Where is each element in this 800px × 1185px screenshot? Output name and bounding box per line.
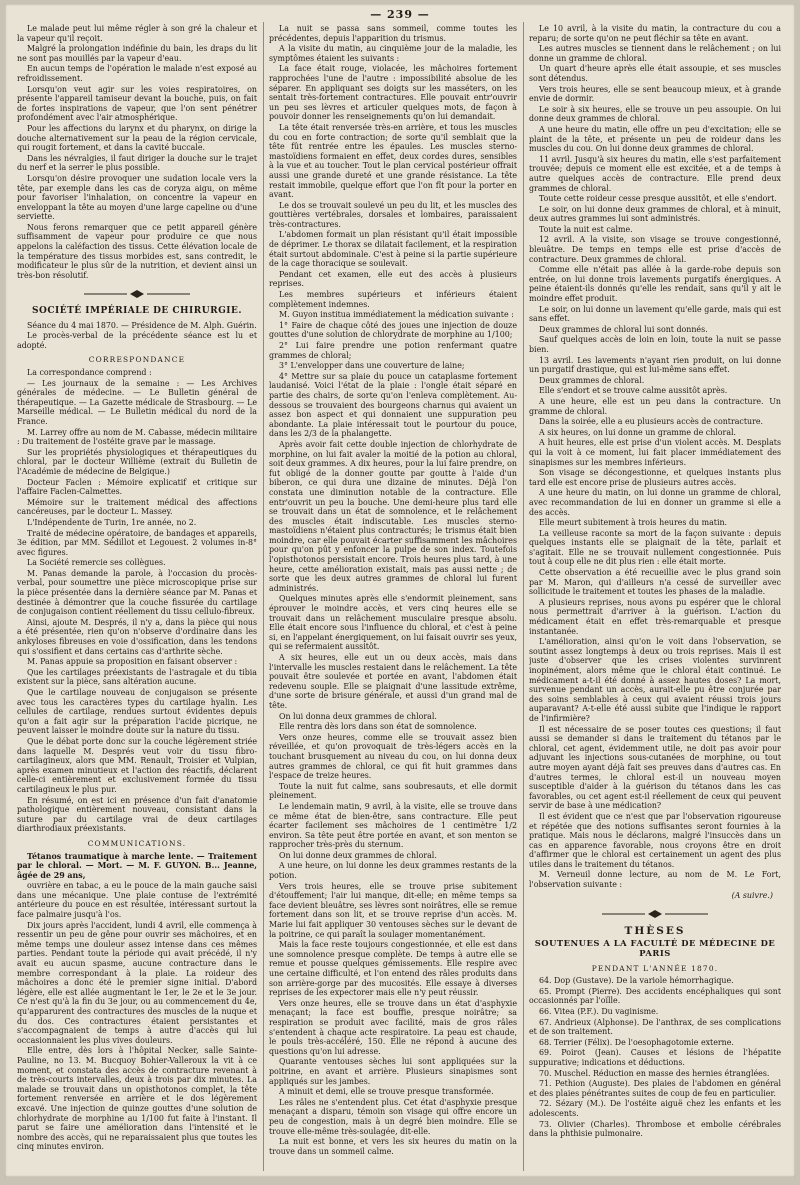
paragraph: Nous ferons remarquer que ce petit appareil génère suffisamment de vapeur pour produire ce que nous appelons la caléfaction des tissus. Cette élévation locale de la température des tissus morbides est, sans contredit, le modificateur le plus sûr de la nutrition, et devient ainsi un très-bon résolutif. bbox=[17, 222, 257, 280]
paragraph: Il est nécessaire de se poser toutes ces questions; il faut aussi se demander si dans le traitement du tétanos par le chloral, cet agent, évidemment utile, ne doit pas avoir pour adjuvant les injections sous-cutanées de morphine, ou tout autre moyen ayant déjà fait ses preuves dans d'autres cas. En d'autres termes, le chloral est-il un nouveau moyen susceptible d'aider à la guérison du tétanos dans les cas favorables, ou cet agent est-il réellement de ceux qui peuvent servir de base à une médication? bbox=[529, 724, 781, 811]
paragraph: Toute cette roideur cesse presque aussitôt, et elle s'endort. bbox=[539, 194, 777, 204]
paragraph: Elle s'endort et se trouve calme aussitôt après. bbox=[539, 386, 728, 396]
correspondence-heading: CORRESPONDANCE bbox=[88, 355, 186, 365]
paragraph: Le lendemain matin, 9 avril, à la visite, elle se trouve dans ce même état de bien-être, sans contracture. Elle peut écarter facilement ses mâchoires de 1 centimètre 1/2 environ. Sa tête peut être portée en avant, et son menton se rapprocher très-près du sternum. bbox=[269, 801, 517, 850]
paragraph: Quarante ventouses sèches lui sont appliquées sur la poitrine, en avant et arrière. Plusieurs sinapismes sont appliqués sur les jambes. bbox=[269, 1057, 517, 1086]
paragraph: Dans la soirée, elle a eu plusieurs accès de contracture. bbox=[539, 417, 764, 427]
paragraph: Pendant cet examen, elle eut des accès à plusieurs reprises. bbox=[269, 269, 517, 289]
paragraph: A minuit et demi, elle se trouve presque transformée. bbox=[279, 1087, 494, 1097]
column-middle-paragraphs bbox=[269, 24, 517, 1156]
paragraph: Vers trois heures, elle se sent beaucoup mieux, et à grande envie de dormir. bbox=[529, 84, 781, 104]
thesis-entry: 72. Sézary (M.). De l'ostéite aiguë chez les enfants et les adolescents. bbox=[529, 1099, 781, 1118]
paragraph: Ainsi, ajoute M. Després, il n'y a, dans la pièce qui nous a été présentée, rien qu'on n'observe d'ordinaire dans les ankyloses fibreuses en voie d'ossification, dans les tendons qui s'ossifient et dans certains cas d'arthrite sèche. bbox=[17, 617, 257, 656]
paragraph: Les membres supérieurs et inférieurs étaient complètement indemnes. bbox=[269, 290, 517, 309]
paragraph: 12 avril. A la visite, son visage se trouve congestionné, bleuâtre. De temps en temps elle est prise d'accès de contracture. Deux grammes de chloral. bbox=[529, 235, 781, 264]
paragraph: A plusieurs reprises, nous avons pu espérer que le chloral nous permettrait d'arriver à la guérison. L'action du médicament était en effet très-remarquable et presque instantanée. bbox=[529, 597, 781, 636]
paragraph: Malgré la prolongation indéfinie du bain, les draps du lit ne sont pas mouillés par la vapeur d'eau. bbox=[17, 44, 257, 63]
correspondence-paragraphs bbox=[17, 368, 257, 834]
thesis-entry: 67. Andrieux (Alphonse). De l'anthrax, de ses complications et de son traitement. bbox=[529, 1017, 781, 1037]
paragraph: En résumé, on est ici en présence d'un fait d'anatomie pathologique entièrement nouveau, consistant dans la suture par du cartilage vrai de deux cartilages diarthrodiaux préexistants. bbox=[17, 795, 257, 834]
paragraph: Vers trois heures, elle se trouve prise subitement d'étouffement; l'air lui manque, dit-elle; en même temps sa face devient bleuâtre, ses lèvres sont noirâtres, elle se remue fortement dans son lit, et se trouve reprise d'un accès. M. Marie lui fait appliquer 30 ventouses sèches sur le devant de la poitrine, ce qui paraît la soulager momentanément. bbox=[269, 881, 517, 939]
paragraph: Deux grammes de chloral. bbox=[539, 375, 645, 385]
column-left-top-paragraphs bbox=[17, 24, 257, 280]
paragraph: Son visage se décongestionne, et quelques instants plus tard elle est encore prise de plusieurs autres accès. bbox=[529, 468, 781, 487]
paragraph: La face était rouge, violacée, les mâchoires fortement rapprochées l'une de l'autre : impossibilité absolue de les séparer. En appliquant ses doigts sur les masséters, on les sentait très-fortement contractures. Elle pouvait entr'ouvrir un peu ses lèvres et articuler quelques mots, de façon à pouvoir donner les renseignements qu'on lui demandait. bbox=[269, 64, 517, 122]
paragraph: Dans les névralgies, il faut diriger la douche sur le trajet du nerf et la serrer le plus possible. bbox=[17, 153, 257, 173]
paragraph: Il est évident que ce n'est que par l'observation rigoureuse et répétée que des notions suffisantes seront fournies à la pratique. Mais nous le déclarons, malgré l'insuccès dans un cas en apparence favorable, nous croyons être en droit d'affirmer que le chloral est certainement un agent des plus utiles dans le traitement du tétanos. bbox=[529, 811, 781, 869]
paragraph: A une heure, elle est un peu dans la contracture. Un gramme de chloral. bbox=[529, 396, 781, 416]
paragraph: Le soir à six heures, elle se trouve un peu assoupie. On lui donne deux grammes de chloral. bbox=[529, 104, 781, 124]
paragraph: M. Verneuil donne lecture, au nom de M. Le Fort, l'observation suivante : bbox=[529, 870, 781, 890]
paragraph: Un quart d'heure après elle était assoupie, et ses muscles sont détendus. bbox=[529, 64, 781, 83]
ornament-divider bbox=[529, 910, 781, 921]
paragraph: Mais la face reste toujours congestionnée, et elle est dans une somnolence presque complète. De temps à autre elle se remue et pousse quelques gémissements. Elle respire avec une certaine difficulté, et l'on entend des râles produits dans son arrière-gorge par des mucosités. Elle essaye à diverses reprises de les expectorer mais elle n'y peut réussir. bbox=[269, 940, 517, 998]
thesis-entry: 71. Pethion (Auguste). Des plaies de l'abdomen en général et des plaies pénétrantes suites de coup de feu en particulier. bbox=[529, 1079, 781, 1098]
paragraph: Sauf quelques accès de loin en loin, toute la nuit se passe bien. bbox=[529, 335, 781, 354]
paragraph: Cette observation a été recueillie avec le plus grand soin par M. Maron, qui d'ailleurs n'a cessé de surveiller avec sollicitude le traitement et toutes les phases de la maladie. bbox=[529, 568, 781, 597]
thesis-entry: 64. Dop (Gustave). De la variole hémorrhagique. bbox=[539, 976, 734, 986]
paragraph: Dix jours après l'accident, lundi 4 avril, elle commença à ressentir un peu de gêne pour ouvrir ses mâchoires, et en même temps une douleur assez intense dans ces mêmes parties. Pendant toute la période qui avait précédé, il n'y avait eu aucun spasme, aucune contracture dans le membre correspondant à la plaie. La roideur des mâchoires a donc été le premier signe initial. D'abord légère, elle est allée augmentant le 1er, le 2e et le 3e jour. Ce n'est qu'à la fin du 3e jour, ou au commencement du 4e, qu'apparurent des contractures des muscles de la nuque et du dos. Ces contractures étaient persistantes et s'accompagnaient de temps à autre d'accès qui lui occasionnaient les plus vives douleurs. bbox=[17, 920, 257, 1045]
paragraph: M. Guyon institua immédiatement la médication suivante : bbox=[279, 310, 514, 320]
paragraph: On lui donne deux grammes de chloral. bbox=[279, 850, 437, 860]
paragraph: Que le débat porte donc sur la couche légèrement striée dans laquelle M. Després veut voir du tissu fibro-cartilagineux, alors que MM. Renault, Troisier et Vulpian, après examen minutieux et l'action des réactifs, déclarent celle-ci entièrement et exclusivement formée du tissu cartilagineux le plus pur. bbox=[17, 736, 257, 794]
paragraph: 11 avril. Jusqu'à six heures du matin, elle s'est parfaitement trouvée; depuis ce moment elle est excitée, et a de temps à autre quelques accès de contracture. Elle prend deux grammes de chloral. bbox=[529, 154, 781, 193]
paragraph: Comme elle n'était pas allée à la garde-robe depuis son entrée, on lui donne trois lavements purgatifs énergiques. A peine étaient-ils donnés qu'elle les rendait, sans qu'il y ait le moindre effet produit. bbox=[529, 265, 781, 304]
communication-title: Tétanos traumatique à marche lente. — Traitement par le chloral. — Mort. — M. F. GUYON. B... Jeanne, âgée de 29 ans, bbox=[17, 851, 257, 880]
minutes-line: Le procès-verbal de la précédente séance est lu et adopté. bbox=[17, 331, 257, 350]
ornament-divider bbox=[17, 290, 257, 301]
paragraph: — Les journaux de la semaine : — Les Archives générales de médecine. — Le Bulletin général de thérapeutique. — La Gazette médicale de Strasbourg. — Le Marseille médical. — Le Bulletin médical du nord de la France. bbox=[17, 378, 257, 426]
paragraph: Deux grammes de chloral lui sont donnés. bbox=[539, 324, 708, 334]
ornament-icon bbox=[82, 290, 192, 298]
paragraph: 2° Lui faire prendre une potion renfermant quatre grammes de chloral; bbox=[269, 341, 517, 360]
paragraph: On lui donna deux grammes de chloral. bbox=[279, 711, 437, 721]
to-follow-note: (A suivre.) bbox=[731, 890, 773, 900]
paragraph: La veilleuse raconte sa mort de la façon suivante : depuis quelques instants elle se plaignait de la tête, parlait et s'agitait. Elle ne se trouvait nullement congestionnée. Puis tout à coup elle ne dit plus rien : elle était morte. bbox=[529, 528, 781, 567]
communication-paragraphs bbox=[17, 881, 257, 1152]
paragraph: M. Larrey offre au nom de M. Cabasse, médecin militaire : Du traitement de l'ostéite grave par le massage. bbox=[17, 427, 257, 447]
paragraph: Elle rentra dès lors dans son état de somnolence. bbox=[279, 722, 477, 732]
paragraph: Quelques minutes après elle s'endormit pleinement, sans éprouver le moindre accès, et vers cinq heures elle se trouvait dans un relâchement musculaire presque absolu. Elle était encore sous l'influence du chloral, et c'est à peine si, en l'appelant énergiquement, on lui faisait ouvrir ses yeux, qui se refermaient aussitôt. bbox=[269, 594, 517, 652]
page-number: — 239 — bbox=[370, 8, 430, 21]
paragraph: Lorsqu'on veut agir sur les voies respiratoires, on présente l'appareil tamiseur devant la bouche, puis, on fait de fortes inspirations de vapeur, que l'on sent pénétrer profondément avec l'air atmosphérique. bbox=[17, 84, 257, 123]
paragraph: Que les cartilages préexistants de l'astragale et du tibia existent sur la pièce, sans altération aucune. bbox=[17, 667, 257, 687]
theses-list bbox=[529, 976, 781, 1139]
paragraph: L'abdomen formait un plan résistant qu'il était impossible de déprimer. Le thorax se dilatait facilement, et la respiration était surtout abdominale. C'est à peine si la partie supérieure de la cage thoracique se soulevait. bbox=[269, 230, 517, 269]
column-divider bbox=[263, 22, 264, 1171]
paragraph: A une heure, on lui donne les deux grammes restants de la potion. bbox=[269, 861, 517, 881]
paragraph: Le soir, on lui donne un lavement qu'elle garde, mais qui est sans effet. bbox=[529, 304, 781, 324]
paragraph: A six heures, on lui donne un gramme de chloral. bbox=[539, 427, 737, 437]
paragraph: ouvrière en tabac, a eu le pouce de la main gauche saisi dans une mécanique. Une plaie contuse de l'extrémité antérieure du pouce en est résultée, intéressant surtout la face palmaire jusqu'à l'os. bbox=[17, 881, 257, 920]
paragraph: L'Indépendente de Turin, 1re année, no 2. bbox=[27, 517, 197, 527]
theses-subtitle: SOUTENUES A LA FACULTÉ DE MÉDECINE DE PARIS bbox=[534, 938, 776, 959]
society-title: SOCIÉTÉ IMPÉRIALE DE CHIRURGIE. bbox=[32, 306, 242, 317]
paragraph: A six heures, elle eut un ou deux accès, mais dans l'intervalle les muscles restaient dans le relâchement. La tête pouvait être soulevée et portée en avant, l'abdomen était redevenu souple. Elle se plaignait d'une lassitude extrême, d'une sorte de brisure générale, et aussi d'un grand mal de tête. bbox=[269, 653, 517, 710]
paragraph: Traité de médecine opératoire, de bandages et appareils, 3e édition, par MM. Sédillot et Legouest. 2 volumes in-8° avec figures. bbox=[17, 528, 257, 557]
column-left bbox=[17, 24, 257, 1171]
paragraph: La correspondance comprend : bbox=[27, 368, 152, 377]
paragraph: Toute la nuit est calme. bbox=[539, 224, 633, 234]
column-right-paragraphs bbox=[529, 24, 781, 890]
paragraph: La nuit est bonne, et vers les six heures du matin on la trouve dans un sommeil calme. bbox=[269, 1137, 517, 1156]
column-right bbox=[529, 24, 781, 1171]
ornament-icon bbox=[600, 910, 710, 918]
theses-period: PENDANT L'ANNÉE 1870. bbox=[591, 963, 719, 973]
paragraph: Lorsqu'on désire provoquer une sudation locale vers la tête, par exemple dans les cas de coryza aigu, on même pour favoriser l'inhalation, on concentre la vapeur en enveloppant la tête au moyen d'une large capeline ou d'une serviette. bbox=[17, 173, 257, 222]
paragraph: L'amélioration, ainsi qu'on le voit dans l'observation, se soutint assez longtemps à deux ou trois reprises. Mais il est juste d'observer que les crises violentes survinrent inopinément, alors même que le chloral était continué. Le médicament a-t-il été donné à assez hautes doses? La mort, survenue pendant un accès, aurait-elle pu être conjurée par des soins semblables à ceux qui avaient réussi trois jours auparavant? A-t-elle été aussi subite que l'indique le rapport de l'infirmière? bbox=[529, 637, 781, 723]
paragraph: 13 avril. Les lavements n'ayant rien produit, on lui donne un purgatif drastique, qui est lui-même sans effet. bbox=[529, 355, 781, 375]
paragraph: Sur les propriétés physiologiques et thérapeutiques du chloral, par le docteur Willième (extrait du Bulletin de l'Académie de médecine de Belgique.) bbox=[17, 447, 257, 476]
newspaper-page bbox=[5, 4, 795, 1177]
paragraph: Le soir, on lui donne deux grammes de chloral, et à minuit, deux autres grammes lui sont administrés. bbox=[529, 204, 781, 224]
thesis-entry: 68. Terrier (Félix). De l'oesophagotomie externe. bbox=[539, 1037, 734, 1047]
paragraph: Mémoire sur le traitement médical des affections cancéreuses, par le docteur L. Massey. bbox=[17, 497, 257, 517]
thesis-entry: 69. Poirot (Jean). Causes et lésions de l'hépatite suppurative; indications et déductions. bbox=[529, 1048, 781, 1067]
paragraph: Vers onze heures, comme elle se trouvait assez bien réveillée, et qu'on provoquait de très-légers accès en la touchant brusquement au niveau du cou, on lui donna deux autres grammes de chloral, ce qui fit huit grammes dans l'espace de treize heures. bbox=[269, 732, 517, 781]
paragraph: Elle meurt subitement à trois heures du matin. bbox=[539, 518, 728, 528]
paragraph: Elle entre, dès lors à l'hôpital Necker, salle Sainte-Pauline, no 13. M. Bucquoy Bohier-Valleroux la vit à ce moment, et constata des accès de contracture revenant à de très-courts intervalles, deux à trois par dix minutes. La malade se trouvait dans un opisthotonos complet, la tête fortement renversée en arrière et le dos légèrement excavé. Une injection de quinze gouttes d'une solution de chlorhydrate de morphine au 1/100 fut faite à l'instant. Il parut se faire une amélioration dans l'intensité et le nombre des accès, qui ne reparaissaient plus que toutes les cinq minutes environ. bbox=[17, 1046, 257, 1152]
paragraph: La Société remercie ses collègues. bbox=[27, 558, 166, 568]
thesis-entry: 66. Vitea (P.F.). Du vaginisme. bbox=[539, 1007, 659, 1016]
paragraph: Les autres muscles se tiennent dans le relâchement ; on lui donne un gramme de chloral. bbox=[529, 44, 781, 63]
paragraph: A la visite du matin, au cinquième jour de la maladie, les symptômes étaient les suivants : bbox=[269, 44, 517, 63]
thesis-entry: 65. Prompt (Pierre). Des accidents encéphaliques qui sont occasionnés par l'oïlle. bbox=[529, 986, 781, 1006]
paragraph: Les râles ne s'entendent plus. Cet état d'asphyxie presque menaçant a disparu, témoin son visage qui offre encore un peu de congestion, mais à un degré bien moindre. Elle se trouve elle-même très-soulagée, dit-elle. bbox=[269, 1097, 517, 1136]
paragraph: 4° Mettre sur sa plaie du pouce un cataplasme fortement laudanisé. Voici l'état de la plaie : l'ongle était séparé en partie des chairs, de sorte qu'on l'enleva complètement. Au-dessous se trouvaient des bourgeons charnus qui avaient un assez bon aspect et qui donnaient une suppuration peu abondante. La plaie intéressait tout le pourtour du pouce, dans les 2/3 de la phalangette. bbox=[269, 371, 517, 439]
paragraph: Toute la nuit fut calme, sans soubresauts, et elle dormit pleinement. bbox=[269, 781, 517, 801]
thesis-entry: 73. Olivier (Charles). Thrombose et embolie cérébrales dans la phthisie pulmonaire. bbox=[529, 1119, 781, 1139]
paragraph: Pour les affections du larynx et du pharynx, on dirige la douche alternativement sur la peau de la région cervicale, qui rougit fortement, et dans la cavité buccale. bbox=[17, 123, 257, 153]
paragraph: La tête était renversée très-en arrière, et tous les muscles du cou en forte contraction; de sorte qu'il semblait que la tête fût rentrée entre les épaules. Les muscles sterno-mastoïdiens formaient en effet, deux cordes dures, sensibles à la vue et au toucher. Tout le plan cervical postérieur offrait aussi une grande dureté et une grande résistance. La tête restait immobile, quelque effort que l'on fît pour la porter en avant. bbox=[269, 122, 517, 200]
paragraph: 3° L'envelopper dans une couverture de laine; bbox=[279, 361, 465, 371]
paragraph: Après avoir fait cette double injection de chlorhydrate de morphine, on lui fait avaler la moitié de la potion au chloral, soit deux grammes. A dix heures, pour la lui faire prendre, on fut obligé de la donner goutte par goutte à l'aide d'un biberon, ce qui dura une dizaine de minutes. Déjà l'on constata une diminution notable de la contracture. Elle entr'ouvrit un peu la bouche. Une demi-heure plus tard elle se trouvait dans un état de somnolence, et le relâchement des muscles était indiscutable. Les muscles sterno-mastoïdiens n'étaient plus contracturés; le trismus était bien moindre, car elle pouvait écarter suffisamment les mâchoires pour qu'on pût y enfoncer la pulpe de son index. Toutefois l'opisthotonos persistait encore. Trois heures plus tard, à une heure, cette amélioration existait, mais pas aussi nette ; de sorte que les deux autres grammes de chloral lui furent administrés. bbox=[269, 439, 517, 593]
paragraph: A une heure du matin, on lui donne un gramme de chloral, avec recommandation de lui en donner un gramme si elle a des accès. bbox=[529, 488, 781, 517]
paragraph: Le dos se trouvait soulevé un peu du lit, et les muscles des gouttières vertébrales, dorsales et lombaires, paraissaient très-contractures. bbox=[269, 200, 517, 229]
paragraph: M. Panas demande la parole, à l'occasion du procès-verbal, pour soumettre une pièce microscopique prise sur la pièce présentée dans la dernière séance par M. Panas et destinée à démontrer que la couche fissurée du cartilage de conjugaison contient réellement du tissu cellulo-fibreux. bbox=[17, 568, 257, 617]
paragraph: Que le cartilage nouveau de conjugaison se présente avec tous les caractères types du cartilage hyalin. Les cellules de cartilage, rendues surtout évidentes depuis qu'on a fait agir sur la préparation l'acide picrique, ne peuvent laisser le moindre doute sur la nature du tissu. bbox=[17, 688, 257, 736]
session-line: Séance du 4 mai 1870. — Présidence de M. Alph. Guérin. bbox=[27, 320, 257, 330]
paragraph: A huit heures, elle est prise d'un violent accès. M. Desplats qui la voit à ce moment, lui fait placer immédiatement des sinapismes sur les membres inférieurs. bbox=[529, 438, 781, 467]
paragraph: La nuit se passa sans sommeil, comme toutes les précédentes, depuis l'apparition du trismus. bbox=[269, 24, 517, 43]
column-divider bbox=[523, 22, 524, 1171]
paragraph: Le malade peut lui même régler à son gré la chaleur et la vapeur qu'il reçoit. bbox=[17, 24, 257, 43]
paragraph: M. Panas appuie sa proposition en faisant observer : bbox=[27, 657, 238, 667]
paragraph: Docteur Faclen : Mémoire explicatif et critique sur l'affaire Faclen-Calmettes. bbox=[17, 477, 257, 497]
paragraph: En aucun temps de l'opération le malade n'est exposé au refroidissement. bbox=[17, 64, 257, 83]
paragraph: A une heure du matin, elle offre un peu d'excitation; elle se plaint de la tête, et présente un peu de roideur dans les muscles du cou. On lui donne deux grammes de chloral. bbox=[529, 124, 781, 154]
theses-title: THÈSES bbox=[624, 924, 686, 937]
column-middle bbox=[269, 24, 517, 1171]
communications-heading: COMMUNICATIONS. bbox=[87, 838, 187, 848]
paragraph: 1° Faire de chaque côté des joues une injection de douze gouttes d'une solution de chlorydrate de morphine au 1/100; bbox=[269, 320, 517, 340]
thesis-entry: 70. Muschel. Réduction en masse des hernies étranglées. bbox=[539, 1068, 770, 1078]
paragraph: Vers onze heures, elle se trouve dans un état d'asphyxie menaçant; la face est bouffie, presque noirâtre; sa respiration se produit avec facilité, mais de gros râles s'entendent à chaque acte respiratoire. La peau est chaude, le pouls très-accéléré, 150. Elle ne répond à aucune des questions qu'on lui adresse. bbox=[269, 998, 517, 1056]
paragraph: Le 10 avril, à la visite du matin, la contracture du cou a reparu; de sorte qu'on ne peut fléchir sa tête en avant. bbox=[529, 24, 781, 43]
